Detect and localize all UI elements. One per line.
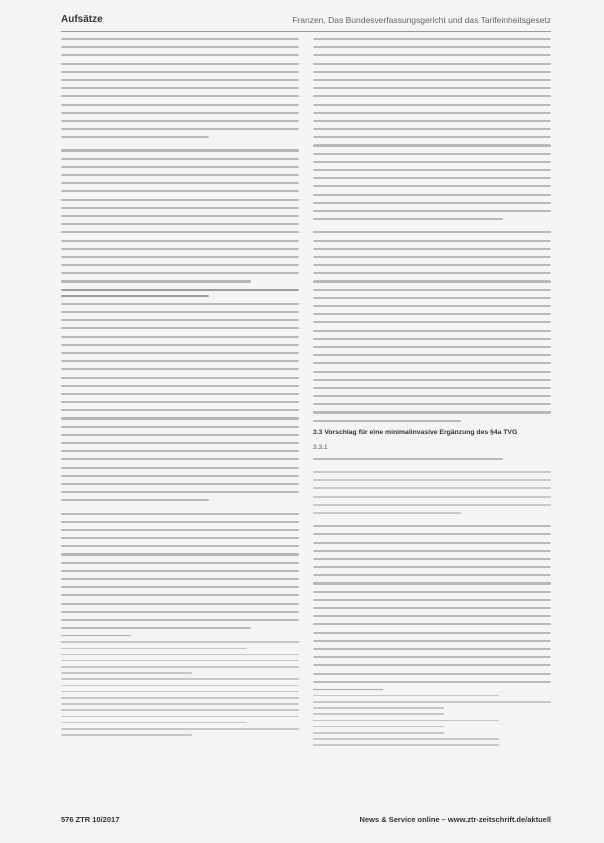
text-line xyxy=(313,542,551,544)
text-line xyxy=(313,582,551,584)
text-line xyxy=(313,144,551,146)
text-line xyxy=(61,491,299,493)
text-line xyxy=(61,697,299,699)
text-line xyxy=(61,513,299,515)
footnote-rule xyxy=(313,689,383,690)
text-line xyxy=(313,272,551,274)
text-line xyxy=(61,256,299,258)
text-line xyxy=(61,54,299,56)
text-line xyxy=(313,87,551,89)
text-line xyxy=(313,726,444,728)
text-line xyxy=(61,289,299,291)
text-line xyxy=(61,63,299,65)
text-line xyxy=(313,713,444,715)
text-line xyxy=(313,566,551,568)
text-line xyxy=(61,426,299,428)
text-line xyxy=(313,202,551,204)
text-line xyxy=(313,744,499,746)
subsection-number: 3.3.1 xyxy=(313,443,328,451)
page-header xyxy=(61,13,551,32)
text-line xyxy=(61,703,299,705)
text-line xyxy=(313,38,551,40)
text-line xyxy=(313,104,551,106)
text-line xyxy=(313,479,551,481)
text-line xyxy=(313,640,551,642)
text-line xyxy=(61,319,299,321)
text-line xyxy=(313,280,551,282)
text-line xyxy=(61,128,299,130)
text-line xyxy=(61,553,299,555)
text-line xyxy=(61,562,299,564)
text-line xyxy=(61,603,299,605)
body-text-block xyxy=(61,303,299,629)
text-line xyxy=(61,709,299,711)
text-line xyxy=(313,533,551,535)
text-line xyxy=(61,136,209,138)
text-line xyxy=(61,38,299,40)
text-line xyxy=(313,379,551,381)
text-line xyxy=(313,289,551,291)
text-line xyxy=(61,46,299,48)
text-line xyxy=(61,483,299,485)
text-line xyxy=(61,570,299,572)
text-line xyxy=(61,182,299,184)
text-line xyxy=(313,112,551,114)
text-line xyxy=(313,256,551,258)
text-line xyxy=(313,240,551,242)
text-line xyxy=(313,354,551,356)
text-line xyxy=(313,346,551,348)
text-line xyxy=(313,496,551,498)
text-line xyxy=(313,599,551,601)
text-line xyxy=(313,371,551,373)
subsection-heading xyxy=(61,289,299,297)
text-line xyxy=(61,190,299,192)
text-line xyxy=(61,368,299,370)
text-line xyxy=(61,112,299,114)
text-line xyxy=(61,417,299,419)
text-line xyxy=(61,691,299,693)
text-line xyxy=(61,303,299,305)
section-heading: 3.3 Vorschlag für eine minimalinvasive Ergänzung des §4a TVG xyxy=(313,428,518,436)
text-line xyxy=(313,707,444,709)
text-line xyxy=(61,475,299,477)
footer-link[interactable]: News & Service online – www.ztr-zeitschrift.de/aktuell xyxy=(359,815,551,824)
text-line xyxy=(313,218,503,220)
text-line xyxy=(61,716,299,718)
text-line xyxy=(61,434,299,436)
text-line xyxy=(61,166,299,168)
text-line xyxy=(313,297,551,299)
text-line xyxy=(61,199,299,201)
text-line xyxy=(61,660,299,662)
text-line xyxy=(313,623,551,625)
text-line xyxy=(313,487,551,489)
text-line xyxy=(313,403,551,405)
text-line xyxy=(61,586,299,588)
text-line xyxy=(313,656,551,658)
text-line xyxy=(61,666,299,668)
text-line xyxy=(61,685,299,687)
text-line xyxy=(61,158,299,160)
text-line xyxy=(61,344,299,346)
text-line xyxy=(61,627,251,629)
text-line xyxy=(61,467,299,469)
text-line xyxy=(313,673,551,675)
text-line xyxy=(313,387,551,389)
text-line xyxy=(313,46,551,48)
text-line xyxy=(61,87,299,89)
text-line xyxy=(313,664,551,666)
text-line xyxy=(61,272,299,274)
text-line xyxy=(61,215,299,217)
text-line xyxy=(313,615,551,617)
text-line xyxy=(313,471,551,473)
text-line xyxy=(313,591,551,593)
text-line xyxy=(313,362,551,364)
running-title: Franzen, Das Bundesverfassungsgericht und das Tarifeinheitsgesetz xyxy=(292,15,551,25)
text-line xyxy=(313,695,499,697)
text-line xyxy=(313,420,461,422)
text-line xyxy=(313,185,551,187)
text-line xyxy=(61,336,299,338)
text-line xyxy=(313,607,551,609)
text-line xyxy=(61,264,299,266)
text-line xyxy=(313,732,444,734)
text-line xyxy=(313,54,551,56)
text-line xyxy=(61,409,299,411)
text-line xyxy=(313,63,551,65)
text-line xyxy=(61,393,299,395)
text-line xyxy=(313,231,551,233)
text-line xyxy=(313,210,551,212)
text-line xyxy=(313,701,551,703)
text-line xyxy=(61,458,299,460)
text-line xyxy=(313,525,551,527)
text-line xyxy=(313,395,551,397)
text-line xyxy=(61,377,299,379)
text-line xyxy=(313,248,551,250)
text-line xyxy=(61,654,299,656)
text-line xyxy=(61,207,299,209)
text-line xyxy=(61,521,299,523)
text-line xyxy=(61,537,299,539)
section-label: Aufsätze xyxy=(61,14,103,25)
text-line xyxy=(313,574,551,576)
text-line xyxy=(313,512,461,514)
text-line xyxy=(61,311,299,313)
text-line xyxy=(313,95,551,97)
text-line xyxy=(61,231,299,233)
text-line xyxy=(313,338,551,340)
text-line xyxy=(313,411,551,413)
text-line xyxy=(61,149,299,151)
text-line xyxy=(313,321,551,323)
text-line xyxy=(61,450,299,452)
text-line xyxy=(61,95,299,97)
text-line xyxy=(61,722,247,724)
text-line xyxy=(61,578,299,580)
text-line xyxy=(61,327,299,329)
text-line xyxy=(61,442,299,444)
text-line xyxy=(61,248,299,250)
text-line xyxy=(61,71,299,73)
footnotes xyxy=(313,695,551,746)
text-line xyxy=(61,240,299,242)
text-line xyxy=(313,120,551,122)
text-line xyxy=(61,352,299,354)
text-line xyxy=(61,648,247,650)
text-line xyxy=(313,194,551,196)
text-line xyxy=(61,734,192,736)
text-line xyxy=(313,458,503,460)
left-column xyxy=(61,38,299,740)
page-footer xyxy=(61,815,551,829)
text-line xyxy=(61,280,251,282)
text-line xyxy=(313,632,551,634)
text-line xyxy=(313,136,551,138)
text-line xyxy=(313,177,551,179)
text-line xyxy=(61,360,299,362)
text-line xyxy=(61,79,299,81)
text-line xyxy=(61,120,299,122)
body-text-block xyxy=(313,458,551,683)
text-line xyxy=(313,161,551,163)
page-number: 576 ZTR 10/2017 xyxy=(61,815,120,824)
text-line xyxy=(313,71,551,73)
text-line xyxy=(61,672,192,674)
text-line xyxy=(61,499,209,501)
text-line xyxy=(313,313,551,315)
text-line xyxy=(313,738,499,740)
text-line xyxy=(61,678,299,680)
text-line xyxy=(313,648,551,650)
footnotes xyxy=(61,641,299,735)
body-text-block xyxy=(313,38,551,422)
text-line xyxy=(61,104,299,106)
text-line xyxy=(61,728,299,730)
text-line xyxy=(61,611,299,613)
text-line xyxy=(313,264,551,266)
text-line xyxy=(61,641,299,643)
text-line xyxy=(61,295,209,297)
body-text-block xyxy=(61,38,299,283)
text-line xyxy=(313,504,551,506)
text-line xyxy=(313,720,499,722)
text-line xyxy=(313,169,551,171)
text-line xyxy=(313,550,551,552)
text-line xyxy=(61,545,299,547)
text-line xyxy=(313,558,551,560)
text-line xyxy=(313,305,551,307)
text-line xyxy=(61,594,299,596)
text-line xyxy=(61,385,299,387)
text-line xyxy=(61,401,299,403)
text-line xyxy=(61,529,299,531)
text-line xyxy=(313,153,551,155)
footnote-rule xyxy=(61,635,131,636)
text-line xyxy=(313,681,551,683)
text-line xyxy=(313,79,551,81)
text-line xyxy=(61,223,299,225)
text-line xyxy=(61,174,299,176)
text-line xyxy=(61,619,299,621)
text-line xyxy=(313,330,551,332)
text-line xyxy=(313,128,551,130)
right-column xyxy=(313,38,551,751)
